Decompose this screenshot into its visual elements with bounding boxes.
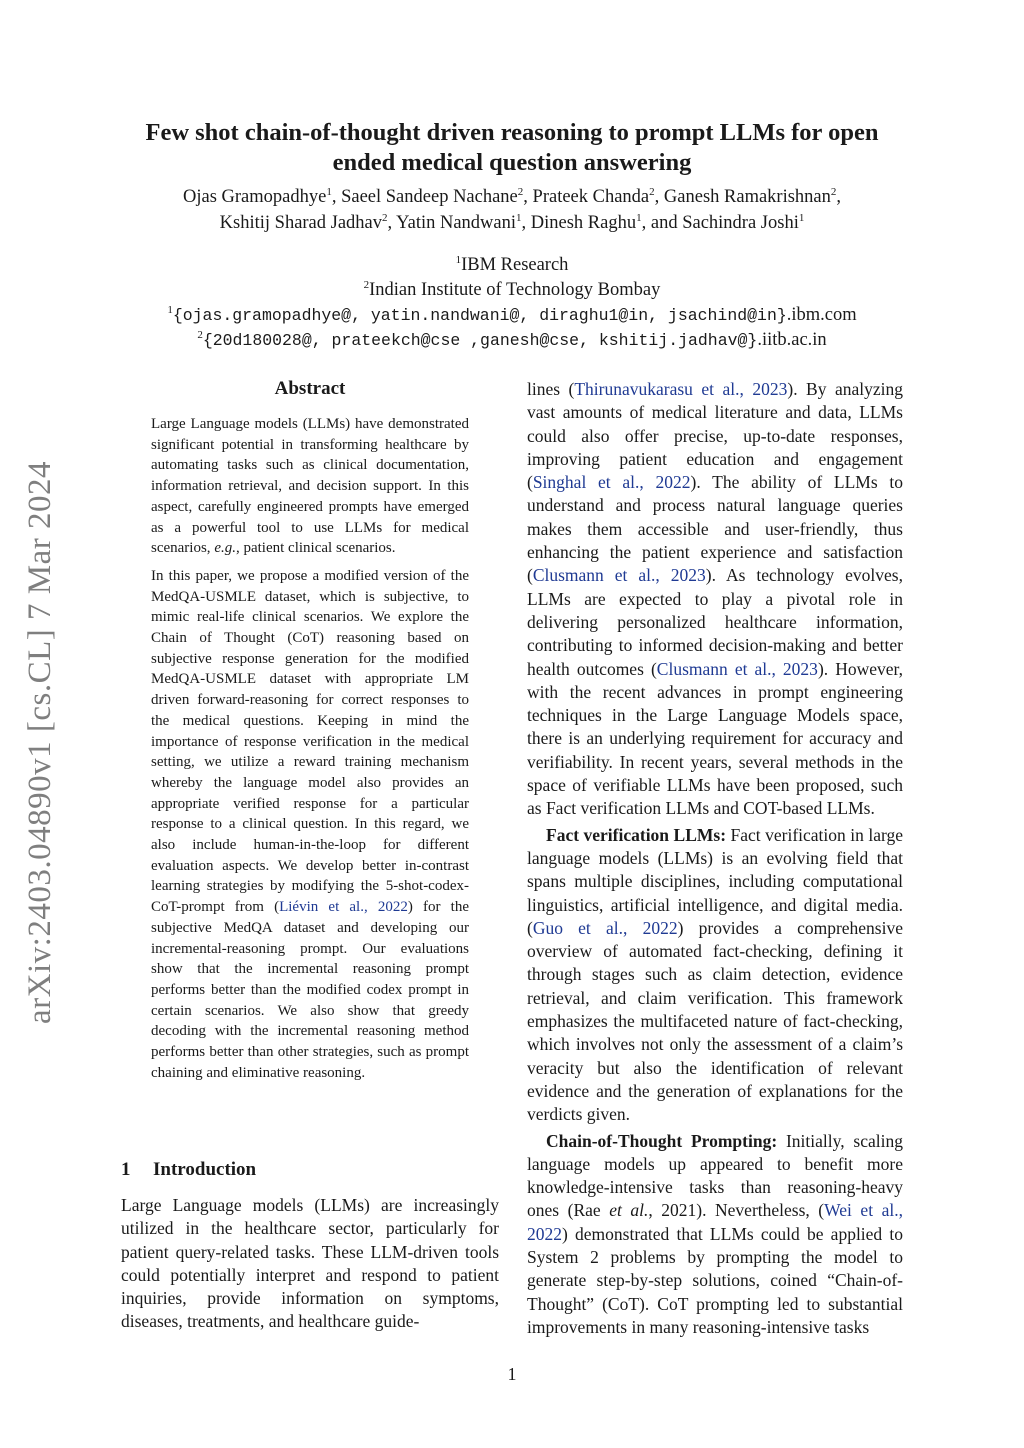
author-name: , Prateek Chanda xyxy=(523,187,650,207)
author-affiliation-mark: 2 xyxy=(517,185,524,198)
section-title: Introduction xyxy=(153,1159,257,1180)
citation-link[interactable]: Clusmann et al., 2023 xyxy=(656,658,818,679)
abstract-paragraph: In this paper, we propose a modified version of the MedQA-USMLE dataset, which is subjective, to mimic real-life clinical scenarios. We explore the Chain of Thought (CoT) reasoning based on subjective response generation for the modified MedQA-USMLE dataset with appropriate LM driven forward-reasoning for correct responses to the medical questions. Keeping in mind the importance of response verification in the medical setting, we utilize a reward training mechanism whereby the language model also provides an appropriate verified response for a particular response to a clinical question. In this regard, we also include human-in-the-loop for different evaluation aspects. We develop better in-contrast learning strategies by modifying the 5-shot-codex-CoT-prompt from (Liévin et al., 2022) for the subjective MedQA dataset and developing our incremental-reasoning prompt. Our evaluations show that the incremental reasoning prompt performs better than the modified codex prompt in certain scenarios. We also show that greedy decoding with the incremental reasoning method performs better than other strategies, such as prompt chaining and eliminative reasoning. xyxy=(151,567,469,1081)
arxiv-identifier-stamp xyxy=(14,442,66,1042)
citation-link[interactable]: Guo et al., 2022 xyxy=(532,917,678,938)
author-name: , and Sachindra Joshi xyxy=(641,213,799,233)
abstract-paragraph: Large Language models (LLMs) have demonstrated significant potential in transforming healthcare by automating tasks such as clinical documentation, information retrieval, and decision support. In this aspect, carefully engineered prompts have emerged as a powerful tool to use LLMs for medical scenarios, e.g., patient clinical scenarios. xyxy=(151,416,469,557)
abstract-heading: Abstract xyxy=(274,378,346,399)
section-heading-introduction xyxy=(121,1159,256,1181)
citation-link[interactable]: Clusmann et al., 2023 xyxy=(532,565,706,586)
email-line-iitb: $^2${20d180028@, prateekch@cse ,ganesh@cse, kshitij.jadhav@}.iitb.ac.in xyxy=(197,328,827,350)
paper-title-line-1: Few shot chain-of-thought driven reasoning to prompt LLMs for open xyxy=(145,119,879,146)
page-number: 1 xyxy=(507,1364,517,1384)
right-column-body xyxy=(527,378,903,1342)
author-name: , Dinesh Raghu xyxy=(521,213,637,233)
author-affiliation-mark: 2 xyxy=(382,211,388,224)
abstract-body xyxy=(151,414,469,1091)
affiliation-ibm: $^1$IBM Research xyxy=(455,253,569,275)
affiliations xyxy=(80,253,944,353)
citation-link[interactable]: Wei et al., 2022 xyxy=(527,1200,903,1244)
arxiv-identifier-text: arXiv:2403.04890v1 [cs.CL] 7 Mar 2024 xyxy=(21,460,58,1024)
citation-link[interactable]: Singhal et al., 2022 xyxy=(532,472,691,493)
body-paragraph: lines (Thirunavukarasu et al., 2023). By analyzing vast amounts of medical literature and data, LLMs could also offer precise, up-to-date responses, improving patient education and engagement (Singhal et al., 2022). The ability of LLMs to understand and process natural language queries makes them accessible and user-friendly, thus enhancing the patient experience and satisfaction (Clusmann et al., 2023). As technology evolves, LLMs are expected to play a pivotal role in delivering personalized healthcare information, contributing to informed decision-making and better health outcomes (Clusmann et al., 2023). However, with the recent advances in prompt engineering techniques in the Large Language Models space, there is an underlying requirement for accuracy and verifiability. In recent years, several methods in the space of verifiable LLMs have been proposed, such as Fact verification LLMs and COT-based LLMs. xyxy=(527,379,904,819)
author-affiliation-mark: 2 xyxy=(830,185,837,198)
author-list xyxy=(80,184,944,236)
body-paragraph-fact-verification: Fact verification LLMs: Fact verification in large language models (LLMs) is an evolving field that spans multiple disciplines, including computational linguistics, artificial intelligence, and digital media. (Guo et al., 2022) provides a comprehensive overview of automated fact-checking, defining it through stages such as claim detection, evidence retrieval, and claim verification. This framework emphasizes the multifaceted nature of fact-checking, which involves not only the assessment of a claim’s veracity but also the identification of relevant evidence and the generation of explanations for the verdicts given. xyxy=(527,824,904,1125)
author-affiliation-mark: 1 xyxy=(798,211,805,224)
author-separator: , xyxy=(836,187,842,207)
author-name: Ojas Gramopadhye xyxy=(182,187,327,207)
author-name: , Ganesh Ramakrishnan xyxy=(654,187,831,207)
citation-link[interactable]: Liévin et al., 2022 xyxy=(279,899,408,916)
introduction-paragraph: Large Language models (LLMs) are increasingly utilized in the healthcare sector, particularly for patient query-related tasks. These LLM-driven tools could potentially interpret and respond to patient inquiries, provide information on symptoms, diseases, treatments, and healthcare guide- xyxy=(121,1195,499,1332)
paper-title xyxy=(100,118,924,178)
author-affiliation-mark: 2 xyxy=(649,185,655,198)
author-affiliation-mark: 1 xyxy=(636,211,642,224)
affiliation-iitb: $^2$Indian Institute of Technology Bombay xyxy=(363,278,661,300)
section-number: 1 xyxy=(121,1159,131,1180)
body-paragraph-chain-of-thought: Chain-of-Thought Prompting: Initially, scaling language models up appeared to benefit more knowledge-intensive tasks than reasoning-heavy ones (Rae et al., 2021). Nevertheless, (Wei et al., 2022) demonstrated that LLMs could be applied to System 2 problems by prompting the model to generate step-by-step solutions, coined “Chain-of-Thought” (CoT). CoT prompting led to substantial improvements in many reasoning-intensive tasks xyxy=(527,1130,903,1337)
author-affiliation-mark: 1 xyxy=(326,185,332,198)
author-name: , Saeel Sandeep Nachane xyxy=(331,187,518,207)
paragraph-heading: Fact verification LLMs: xyxy=(546,824,727,845)
paper-title-line-2: ended medical question answering xyxy=(332,149,692,176)
author-affiliation-mark: 1 xyxy=(516,211,522,224)
paragraph-heading: Chain-of-Thought Prompting: xyxy=(546,1130,778,1151)
author-name: Kshitij Sharad Jadhav xyxy=(219,213,383,233)
author-name: , Yatin Nandwani xyxy=(387,213,517,233)
citation-link[interactable]: Thirunavukarasu et al., 2023 xyxy=(574,379,788,399)
email-line-ibm: $^1${ojas.gramopadhye@, yatin.nandwani@, diraghu1@in, jsachind@in}.ibm.com xyxy=(167,303,857,325)
